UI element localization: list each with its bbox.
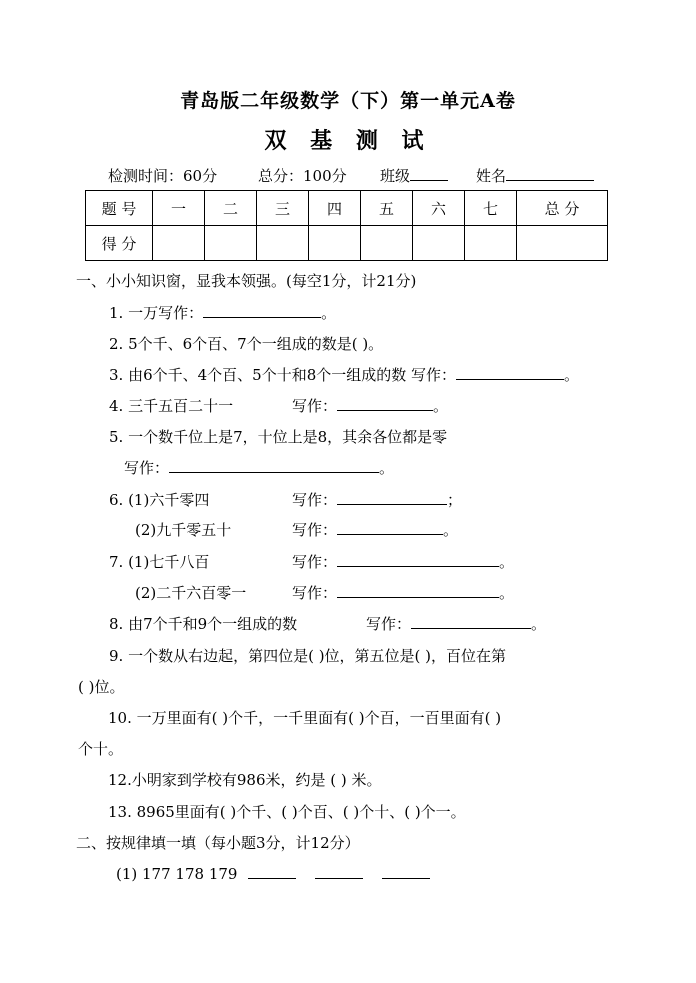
q1-text: 1. 一万写作： bbox=[109, 304, 204, 322]
score-input-cell[interactable] bbox=[413, 226, 465, 261]
question-5-write bbox=[124, 457, 394, 478]
question-1 bbox=[109, 302, 336, 323]
q8-write-label: 写作： bbox=[366, 615, 412, 633]
score-cell: 题 号 bbox=[86, 191, 153, 226]
score-input-cell[interactable] bbox=[517, 226, 608, 261]
score-cell: 四 bbox=[309, 191, 361, 226]
page-title: 青岛版二年级数学（下）第一单元A卷 bbox=[180, 90, 516, 112]
question-10: 10. 一万里面有( )个千，一千里面有( )个百，一百里面有( ) bbox=[108, 709, 502, 727]
name-label: 姓名 bbox=[476, 167, 507, 185]
question-10-cont: 个十。 bbox=[78, 740, 124, 758]
section1-heading: 一、小小知识窗，显我本领强。(每空1分，计21分) bbox=[76, 272, 417, 290]
q4-end: 。 bbox=[433, 397, 449, 415]
s2q1-blank-3[interactable] bbox=[382, 864, 430, 879]
q6b-blank[interactable] bbox=[337, 520, 443, 535]
q7a-end: 。 bbox=[499, 553, 515, 571]
q5-end: 。 bbox=[379, 459, 395, 477]
score-table-score-row bbox=[86, 226, 608, 261]
score-cell: 六 bbox=[413, 191, 465, 226]
score-cell: 五 bbox=[361, 191, 413, 226]
score-cell: 七 bbox=[465, 191, 517, 226]
q1-end: 。 bbox=[321, 304, 337, 322]
score-input-cell[interactable] bbox=[257, 226, 309, 261]
question-2: 2. 5个千、6个百、7个一组成的数是( )。 bbox=[109, 335, 384, 353]
q6b-end: 。 bbox=[443, 521, 459, 539]
q6b-write-label: 写作： bbox=[292, 521, 338, 539]
question-9: 9. 一个数从右边起，第四位是( )位，第五位是( )，百位在第 bbox=[109, 647, 507, 665]
score-table-header-row bbox=[86, 191, 608, 226]
info-total: 总分：100分 bbox=[258, 167, 347, 185]
question-13: 13. 8965里面有( )个千、( )个百、( )个十、( )个一。 bbox=[108, 803, 466, 821]
section2-heading: 二、按规律填一填（每小题3分，计12分） bbox=[76, 834, 360, 852]
question-7a: 7. (1)七千八百 bbox=[109, 553, 210, 571]
q3-end: 。 bbox=[564, 366, 580, 384]
q5-write-label: 写作： bbox=[124, 459, 170, 477]
question-6a-write bbox=[292, 489, 462, 510]
question-6b-write bbox=[292, 519, 458, 540]
question-8-write bbox=[366, 613, 546, 634]
s2q1-blank-2[interactable] bbox=[315, 864, 363, 879]
score-input-cell[interactable] bbox=[153, 226, 205, 261]
info-class bbox=[380, 165, 448, 186]
question-7b-write bbox=[292, 582, 514, 603]
score-cell: 一 bbox=[153, 191, 205, 226]
q4-blank[interactable] bbox=[337, 396, 433, 411]
question-4: 4. 三千五百二十一 bbox=[109, 397, 234, 415]
score-input-cell[interactable] bbox=[205, 226, 257, 261]
q6a-write-label: 写作： bbox=[292, 491, 338, 509]
question-7a-write bbox=[292, 551, 514, 572]
class-label: 班级 bbox=[380, 167, 411, 185]
q3-text: 3. 由6个千、4个百、5个十和8个一组成的数 写作： bbox=[109, 366, 457, 384]
info-time: 检测时间：60分 bbox=[108, 167, 218, 185]
q6a-end: ； bbox=[447, 491, 463, 509]
question-4-write bbox=[292, 395, 448, 416]
info-name bbox=[476, 165, 594, 186]
section2-question-1 bbox=[116, 864, 430, 883]
q7b-blank[interactable] bbox=[337, 583, 499, 598]
question-8: 8. 由7个千和9个一组成的数 bbox=[109, 615, 298, 633]
question-7b: (2)二千六百零一 bbox=[135, 584, 247, 602]
q8-blank[interactable] bbox=[411, 614, 531, 629]
score-cell: 总 分 bbox=[517, 191, 608, 226]
q7a-blank[interactable] bbox=[337, 552, 499, 567]
s2q1-blank-1[interactable] bbox=[248, 864, 296, 879]
score-input-cell[interactable] bbox=[309, 226, 361, 261]
question-12: 12.小明家到学校有986米，约是 ( ) 米。 bbox=[108, 771, 382, 789]
q1-blank[interactable] bbox=[203, 303, 321, 318]
q5-blank[interactable] bbox=[169, 458, 379, 473]
q7b-write-label: 写作： bbox=[292, 584, 338, 602]
q7b-end: 。 bbox=[499, 584, 515, 602]
question-5: 5. 一个数千位上是7，十位上是8，其余各位都是零 bbox=[109, 428, 448, 446]
score-input-cell[interactable] bbox=[361, 226, 413, 261]
score-input-cell[interactable] bbox=[465, 226, 517, 261]
question-6b: (2)九千零五十 bbox=[135, 521, 232, 539]
name-blank[interactable] bbox=[506, 166, 594, 181]
s2q1-text: (1) 177 178 179 bbox=[116, 865, 238, 883]
question-9-cont: ( )位。 bbox=[78, 678, 125, 696]
score-cell: 三 bbox=[257, 191, 309, 226]
question-3 bbox=[109, 364, 579, 385]
score-cell: 二 bbox=[205, 191, 257, 226]
q8-end: 。 bbox=[531, 615, 547, 633]
q4-write-label: 写作： bbox=[292, 397, 338, 415]
q3-blank[interactable] bbox=[456, 365, 564, 380]
score-row-label: 得 分 bbox=[86, 226, 153, 261]
q6a-blank[interactable] bbox=[337, 490, 447, 505]
class-blank[interactable] bbox=[410, 166, 448, 181]
question-6a: 6. (1)六千零四 bbox=[109, 491, 210, 509]
page-subtitle: 双 基 测 试 bbox=[264, 128, 432, 154]
q7a-write-label: 写作： bbox=[292, 553, 338, 571]
score-table bbox=[85, 190, 608, 261]
